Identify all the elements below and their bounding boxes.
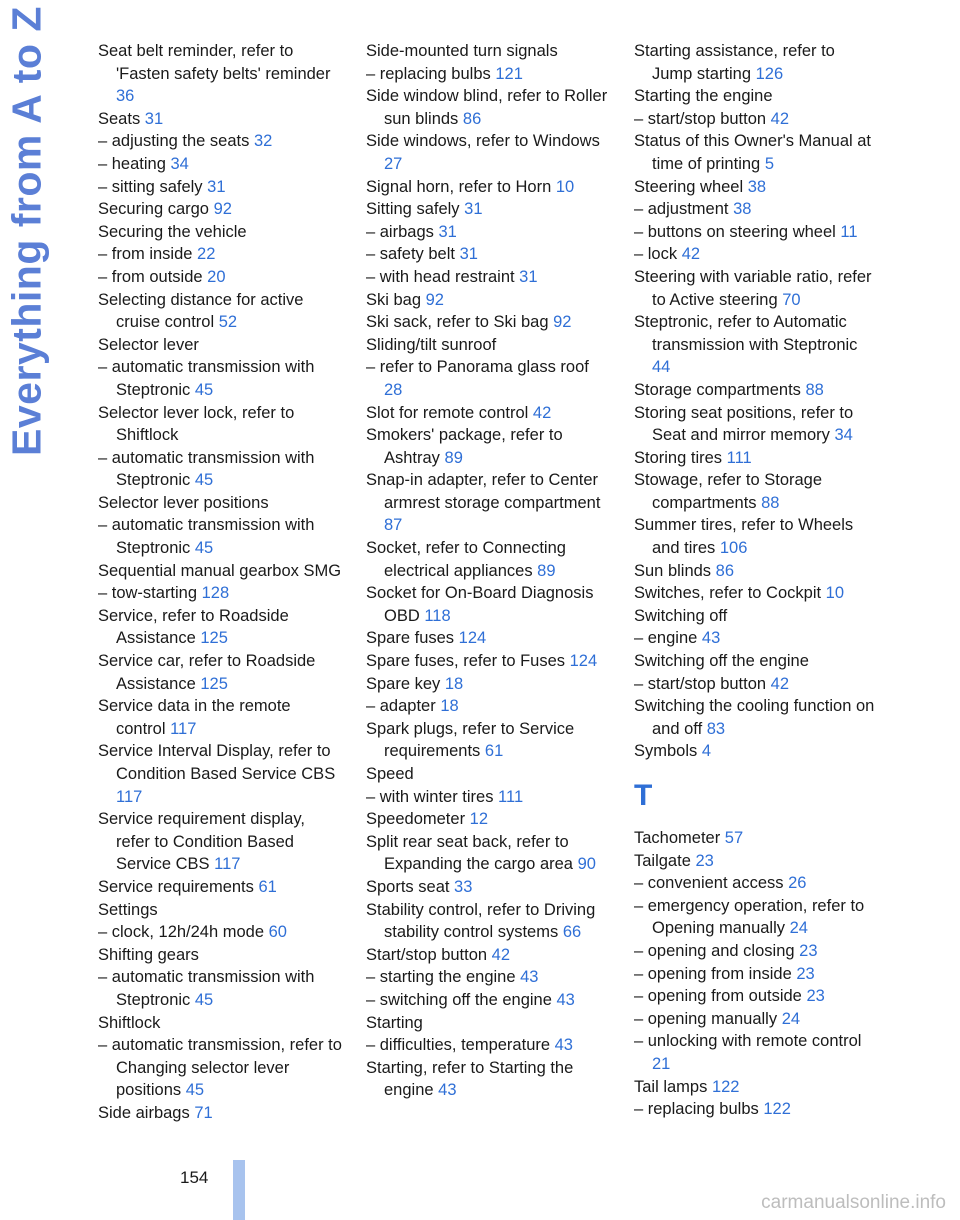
index-page-link[interactable]: 121 xyxy=(495,64,523,83)
index-page-link[interactable]: 38 xyxy=(733,200,752,219)
index-entry xyxy=(634,176,879,199)
index-page-link[interactable]: 23 xyxy=(695,851,714,870)
index-entry xyxy=(366,1012,611,1035)
index-page-link[interactable]: 31 xyxy=(459,245,478,264)
watermark: carmanualsonline.info xyxy=(761,1192,946,1213)
index-entry-text: – buttons on steering wheel xyxy=(634,222,841,241)
index-page-link[interactable]: 86 xyxy=(715,561,734,580)
index-entry xyxy=(98,1102,343,1125)
index-page-link[interactable]: 89 xyxy=(537,561,556,580)
index-entry-text: – adjusting the seats xyxy=(98,132,254,151)
index-entry xyxy=(98,266,343,289)
index-entry xyxy=(366,266,611,289)
index-entry-text: – difficulties, temperature xyxy=(366,1036,555,1055)
index-entry-text: Shifting gears xyxy=(98,945,199,964)
index-page-link[interactable]: 42 xyxy=(770,674,790,693)
index-entry xyxy=(366,334,611,357)
index-entry-text: Switching the cooling function on and off xyxy=(634,697,875,738)
index-entry-text: Switches, refer to Cockpit xyxy=(634,584,826,603)
index-entry-text: Storing seat positions, refer to Seat and mirror memory xyxy=(634,403,854,445)
index-page-link[interactable]: 117 xyxy=(170,719,197,738)
index-entry-text: Starting xyxy=(366,1013,423,1032)
index-entry-text: Spark plugs, refer to Service requirements xyxy=(366,719,575,761)
index-page-link[interactable]: 34 xyxy=(834,426,853,445)
index-page-link[interactable]: 23 xyxy=(806,987,825,1006)
index-entry xyxy=(366,289,611,312)
index-entry-text: – start/stop button xyxy=(634,109,771,128)
index-entry-text: Securing cargo xyxy=(98,200,214,219)
index-entry xyxy=(366,402,611,425)
index-entry-text: Spare fuses xyxy=(366,629,459,648)
index-page-link[interactable]: 122 xyxy=(711,1077,740,1096)
index-entry-text: Storing tires xyxy=(634,448,727,467)
index-page-link[interactable]: 61 xyxy=(484,742,504,761)
index-entry xyxy=(98,108,343,131)
index-entry xyxy=(366,944,611,967)
index-entry xyxy=(98,876,343,899)
index-entry-text: – sitting safely xyxy=(98,177,208,196)
index-entry xyxy=(98,130,343,153)
index-entry xyxy=(98,198,343,221)
index-entry xyxy=(366,85,611,130)
index-entry xyxy=(366,311,611,334)
index-entry-text: Spare key xyxy=(366,674,445,693)
index-page-link[interactable]: 124 xyxy=(569,652,598,671)
index-entry-text: Sliding/tilt sunroof xyxy=(366,335,497,354)
index-page-link[interactable]: 31 xyxy=(519,267,538,286)
index-entry-text: – opening and closing xyxy=(634,941,800,960)
page-number: 154 xyxy=(180,1168,209,1187)
index-entry xyxy=(634,1098,879,1121)
index-page-link[interactable]: 88 xyxy=(761,493,780,512)
index-entry xyxy=(634,895,879,940)
index-entry xyxy=(366,221,611,244)
index-entry-text: Shiftlock xyxy=(98,1013,161,1032)
index-entry xyxy=(98,243,343,266)
index-entry xyxy=(98,966,343,1011)
index-entry-text: Seat belt reminder, refer to 'Fasten safety belts' reminder xyxy=(98,42,331,83)
index-entry xyxy=(634,243,879,266)
index-entry xyxy=(98,899,343,922)
index-entry-text: Speedometer xyxy=(366,810,470,829)
index-entry-text: Side window blind, refer to Roller sun blinds xyxy=(366,87,608,128)
index-entry-text: Side-mounted turn signals xyxy=(366,42,558,60)
index-entry-text: – opening manually xyxy=(634,1009,782,1028)
index-page-link[interactable]: 24 xyxy=(789,919,808,938)
index-page-link[interactable]: 43 xyxy=(438,1081,457,1100)
index-page-link[interactable]: 38 xyxy=(747,177,767,196)
index-entry-text: – switching off the engine xyxy=(366,990,557,1009)
index-page-link[interactable]: 111 xyxy=(498,787,524,806)
index-page-link[interactable]: 32 xyxy=(253,132,273,151)
index-page-link[interactable]: 23 xyxy=(799,941,818,960)
index-entry-text: – clock, 12h/24h mode xyxy=(98,923,269,942)
index-entry-text: Snap-in adapter, refer to Center armrest storage compartment xyxy=(366,471,601,512)
index-entry-text: Side airbags xyxy=(98,1103,195,1122)
index-entry xyxy=(98,289,343,334)
index-page-link[interactable]: 117 xyxy=(116,787,143,806)
index-page-link[interactable]: 71 xyxy=(194,1103,213,1122)
index-entry-text: Stability control, refer to Driving stability control systems xyxy=(366,900,596,942)
index-column-1 xyxy=(98,40,343,1125)
index-page-link[interactable]: 45 xyxy=(194,471,214,490)
index-entry xyxy=(366,130,611,175)
index-entry-text: Signal horn, refer to Horn xyxy=(366,177,556,196)
index-entry-text: Selector lever xyxy=(98,335,199,354)
index-page-link[interactable]: 42 xyxy=(770,109,790,128)
index-page-link[interactable]: 11 xyxy=(840,222,858,241)
index-entry-text: Steptronic, refer to Automatic transmission with Steptronic xyxy=(634,313,858,354)
index-page-link[interactable]: 89 xyxy=(444,448,463,467)
index-page-link[interactable]: 128 xyxy=(201,584,230,603)
index-entry-text: Slot for remote control xyxy=(366,403,533,422)
index-page-link[interactable]: 86 xyxy=(462,109,482,128)
index-page-link[interactable]: 61 xyxy=(258,877,277,896)
index-entry xyxy=(366,424,611,469)
index-entry xyxy=(98,605,343,650)
index-page-link[interactable]: 43 xyxy=(701,629,721,648)
index-entry xyxy=(634,582,879,605)
index-entry-text: Steering wheel xyxy=(634,177,748,196)
index-entry xyxy=(98,40,343,108)
index-page-link[interactable]: 43 xyxy=(556,990,575,1009)
index-entry xyxy=(634,695,879,740)
index-entry xyxy=(634,266,879,311)
index-entry-text: Symbols xyxy=(634,742,702,761)
index-entry-text: – adapter xyxy=(366,697,441,716)
index-page-link[interactable]: 24 xyxy=(781,1009,801,1028)
index-entry xyxy=(366,650,611,673)
index-page-link[interactable]: 87 xyxy=(384,516,403,535)
index-page-link[interactable]: 23 xyxy=(796,964,815,983)
index-entry-text: Ski sack, refer to Ski bag xyxy=(366,313,554,332)
index-entry-text: Service data in the remote control xyxy=(98,697,291,738)
index-entry-text: – starting the engine xyxy=(366,968,521,987)
index-entry-text: Securing the vehicle xyxy=(98,222,247,241)
index-entry-text: – lock xyxy=(634,245,682,264)
index-entry-text: Side windows, refer to Windows xyxy=(366,132,600,151)
index-entry-text: Socket, refer to Connecting electrical appliances xyxy=(366,539,566,580)
index-entry xyxy=(634,673,879,696)
index-entry xyxy=(366,198,611,221)
index-page-link[interactable]: 42 xyxy=(681,245,701,264)
index-entry xyxy=(366,627,611,650)
index-entry xyxy=(98,582,343,605)
index-page-link[interactable]: 125 xyxy=(200,629,228,648)
index-entry xyxy=(634,963,879,986)
index-entry xyxy=(366,808,611,831)
index-page-link[interactable]: 31 xyxy=(464,200,483,219)
index-page-link[interactable]: 20 xyxy=(207,267,226,286)
index-page-link[interactable]: 21 xyxy=(652,1054,671,1073)
index-page-link[interactable]: 26 xyxy=(788,874,807,893)
index-entry xyxy=(366,63,611,86)
index-page-link[interactable]: 45 xyxy=(194,539,214,558)
index-entry xyxy=(366,1034,611,1057)
index-entry-text: – refer to Panorama glass roof xyxy=(366,358,589,377)
index-page-link[interactable]: 22 xyxy=(197,245,216,264)
index-entry xyxy=(366,695,611,718)
index-page-link[interactable]: 83 xyxy=(706,719,726,738)
index-entry xyxy=(366,718,611,763)
index-entry xyxy=(634,447,879,470)
side-tab xyxy=(0,0,58,1160)
index-entry-text: – automatic transmission with Steptronic xyxy=(98,516,315,558)
index-entry xyxy=(634,740,879,763)
index-page-link[interactable]: 31 xyxy=(438,222,457,241)
index-entry xyxy=(98,1012,343,1035)
index-entry xyxy=(98,650,343,695)
index-entry xyxy=(98,447,343,492)
index-entry xyxy=(366,899,611,944)
index-entry xyxy=(366,1057,611,1102)
index-entry-text: Service Interval Display, refer to Condition Based Service CBS xyxy=(98,742,336,783)
index-entry-text: – airbags xyxy=(366,222,439,241)
index-entry-text: Status of this Owner's Manual at time of printing xyxy=(634,132,872,173)
index-entry xyxy=(634,379,879,402)
index-entry-text: – from inside xyxy=(98,245,198,264)
index-page-link[interactable]: 4 xyxy=(701,742,712,761)
index-page-link[interactable]: 117 xyxy=(214,855,241,874)
index-entry-text: Sitting safely xyxy=(366,200,465,219)
index-entry xyxy=(634,1076,879,1099)
index-page-link[interactable]: 34 xyxy=(170,154,189,173)
index-page-link[interactable]: 126 xyxy=(755,64,784,83)
index-entry-text: – heating xyxy=(98,154,171,173)
index-page-link[interactable]: 122 xyxy=(763,1100,791,1119)
index-entry xyxy=(634,514,879,559)
index-entry-text: Starting the engine xyxy=(634,87,773,106)
index-entry xyxy=(366,831,611,876)
index-entry-text: Tailgate xyxy=(634,851,696,870)
index-page-link[interactable]: 45 xyxy=(194,380,214,399)
index-page-link[interactable]: 18 xyxy=(440,697,459,716)
index-entry-text: Service requirement display, refer to Condition Based Service CBS xyxy=(98,810,305,874)
index-page-link[interactable]: 45 xyxy=(185,1081,205,1100)
index-entry xyxy=(366,786,611,809)
index-entry xyxy=(98,514,343,559)
index-entry xyxy=(634,402,879,447)
index-entry-text: – replacing bulbs xyxy=(366,64,496,83)
index-entry-text: Selector lever positions xyxy=(98,493,269,512)
index-page-link[interactable]: 18 xyxy=(444,674,464,693)
index-page-link[interactable]: 92 xyxy=(213,200,232,219)
index-entry-text: Spare fuses, refer to Fuses xyxy=(366,652,570,671)
index-page-link[interactable]: 45 xyxy=(194,990,214,1009)
index-entry-text: – start/stop button xyxy=(634,674,771,693)
index-entry-text: – automatic transmission, refer to Changing selector lever positions xyxy=(98,1036,342,1100)
index-entry-text: Smokers' package, refer to Ashtray xyxy=(366,426,563,467)
index-entry-text: Speed xyxy=(366,765,414,783)
index-page-link[interactable]: 52 xyxy=(218,313,238,332)
index-entry xyxy=(634,985,879,1008)
index-entry-text: – emergency operation, refer to Opening manually xyxy=(634,896,865,938)
index-entry-text: – unlocking with remote control xyxy=(634,1032,862,1051)
index-entry xyxy=(98,740,343,808)
index-page-link[interactable]: 33 xyxy=(454,877,473,896)
index-entry-text: Storage compartments xyxy=(634,380,806,399)
index-page-link[interactable]: 124 xyxy=(458,629,487,648)
index-page-link[interactable]: 42 xyxy=(491,945,511,964)
index-entry xyxy=(634,1008,879,1031)
index-entry xyxy=(634,198,879,221)
index-page-link[interactable]: 31 xyxy=(207,177,226,196)
index-page-link[interactable]: 12 xyxy=(469,810,489,829)
index-page-link[interactable]: 92 xyxy=(553,313,572,332)
index-entry xyxy=(634,605,879,628)
index-page-link[interactable]: 66 xyxy=(562,923,582,942)
index-page-link[interactable]: 5 xyxy=(764,154,774,173)
index-column-3 xyxy=(634,40,879,1121)
index-page-link[interactable]: 27 xyxy=(384,154,403,173)
page-number-bar xyxy=(233,1160,245,1220)
index-entry-text: – tow-starting xyxy=(98,584,202,603)
index-entry xyxy=(634,40,879,85)
index-entry xyxy=(366,989,611,1012)
index-entry-text: – safety belt xyxy=(366,245,460,264)
index-entry xyxy=(366,673,611,696)
index-entry xyxy=(366,243,611,266)
index-entry xyxy=(366,40,611,63)
index-entry-text: Settings xyxy=(98,900,158,919)
index-entry xyxy=(98,944,343,967)
index-entry xyxy=(634,827,879,850)
index-page-link[interactable]: 92 xyxy=(425,290,444,309)
index-entry-text: Steering with variable ratio, refer to Active steering xyxy=(634,267,872,309)
index-entry xyxy=(98,176,343,199)
index-entry-text: – automatic transmission with Steptronic xyxy=(98,358,315,399)
index-page-link[interactable]: 106 xyxy=(719,539,748,558)
index-entry xyxy=(366,876,611,899)
index-page-link[interactable]: 60 xyxy=(268,923,287,942)
index-entry xyxy=(634,1030,879,1075)
index-entry xyxy=(98,808,343,876)
index-entry xyxy=(366,356,611,401)
index-entry-text: Switching off xyxy=(634,606,728,625)
index-entry xyxy=(366,763,611,786)
index-entry-text: Sequential manual gearbox SMG xyxy=(98,561,342,580)
index-entry-text: Selecting distance for active cruise control xyxy=(98,290,304,332)
index-page-link[interactable]: 125 xyxy=(200,674,228,693)
index-entry-text: Starting assistance, refer to Jump starting xyxy=(634,42,835,83)
index-entry-text: – automatic transmission with Steptronic xyxy=(98,968,315,1009)
index-entry-text: Socket for On-Board Diagnosis OBD xyxy=(366,584,594,625)
index-entry-text: Seats xyxy=(98,109,145,128)
index-entry-text: – from outside xyxy=(98,267,208,286)
index-entry-text: Starting, refer to Starting the engine xyxy=(366,1058,574,1100)
index-entry xyxy=(634,872,879,895)
index-entry xyxy=(634,311,879,379)
index-entry xyxy=(634,469,879,514)
index-entry-text: Service requirements xyxy=(98,877,259,896)
index-page-link[interactable]: 57 xyxy=(724,829,744,847)
index-page-link[interactable]: 36 xyxy=(116,87,135,106)
index-entry xyxy=(634,940,879,963)
index-entry xyxy=(98,921,343,944)
index-entry xyxy=(634,108,879,131)
index-entry xyxy=(366,966,611,989)
index-entry-text: – with winter tires xyxy=(366,787,499,806)
index-entry xyxy=(634,130,879,175)
index-page-link[interactable]: 43 xyxy=(554,1036,573,1055)
index-entry-text: Selector lever lock, refer to Shiftlock xyxy=(98,403,295,445)
index-entry xyxy=(634,221,879,244)
index-page-link[interactable]: 31 xyxy=(144,109,164,128)
index-page-link[interactable]: 118 xyxy=(424,606,451,625)
index-entry xyxy=(98,334,343,357)
index-entry-text: – engine xyxy=(634,629,702,648)
index-page-link[interactable]: 44 xyxy=(652,358,671,377)
index-entry xyxy=(98,402,343,447)
index-page-link[interactable]: 10 xyxy=(555,177,575,196)
index-entry xyxy=(98,560,343,583)
index-entry-text: Sun blinds xyxy=(634,561,716,580)
index-page-link[interactable]: 70 xyxy=(782,290,801,309)
index-column-2 xyxy=(366,40,611,1102)
index-page-link[interactable]: 88 xyxy=(805,380,824,399)
index-entry-text: Tachometer xyxy=(634,829,725,847)
index-entry xyxy=(98,153,343,176)
index-entry-text: – automatic transmission with Steptronic xyxy=(98,448,315,490)
index-page-link[interactable]: 10 xyxy=(825,584,845,603)
index-entry xyxy=(366,537,611,582)
index-entry-text: Summer tires, refer to Wheels and tires xyxy=(634,516,854,558)
index-entry xyxy=(634,627,879,650)
index-entry-text: – replacing bulbs xyxy=(634,1100,764,1119)
index-entry-text: Ski bag xyxy=(366,290,426,309)
index-entry xyxy=(98,1034,343,1102)
index-page-link[interactable]: 111 xyxy=(726,448,752,467)
index-entry-text: Tail lamps xyxy=(634,1077,712,1096)
index-entry-text: – convenient access xyxy=(634,874,789,893)
index-entry-text: Split rear seat back, refer to Expanding the cargo area xyxy=(366,832,578,874)
index-entry-text: Sports seat xyxy=(366,877,455,896)
index-entry-text: Start/stop button xyxy=(366,945,492,964)
index-entry-text: – with head restraint xyxy=(366,267,520,286)
index-page-link[interactable]: 42 xyxy=(532,403,552,422)
index-entry-text: Stowage, refer to Storage compartments xyxy=(634,471,823,512)
index-entry-text: Service, refer to Roadside Assistance xyxy=(98,606,289,648)
index-section-letter: T xyxy=(634,779,653,812)
index-page-link[interactable]: 43 xyxy=(520,968,539,987)
index-entry-text: Switching off the engine xyxy=(634,652,809,671)
index-entry-text: Service car, refer to Roadside Assistance xyxy=(98,652,316,693)
index-page-link[interactable]: 90 xyxy=(577,855,596,874)
index-entry xyxy=(634,85,879,108)
index-entry xyxy=(366,176,611,199)
index-entry-text: – adjustment xyxy=(634,200,734,219)
index-entry xyxy=(634,850,879,873)
index-entry xyxy=(98,492,343,515)
index-page-link[interactable]: 28 xyxy=(384,380,403,399)
index-entry-text: – opening from outside xyxy=(634,987,807,1006)
index-entry xyxy=(366,582,611,627)
index-entry xyxy=(634,560,879,583)
index-entry xyxy=(98,221,343,244)
section-side-title: Everything from A to Z xyxy=(3,6,50,456)
index-entry xyxy=(634,650,879,673)
index-entry xyxy=(366,469,611,537)
index-entry xyxy=(98,356,343,401)
index-entry xyxy=(98,695,343,740)
index-entry-text: – opening from inside xyxy=(634,964,797,983)
